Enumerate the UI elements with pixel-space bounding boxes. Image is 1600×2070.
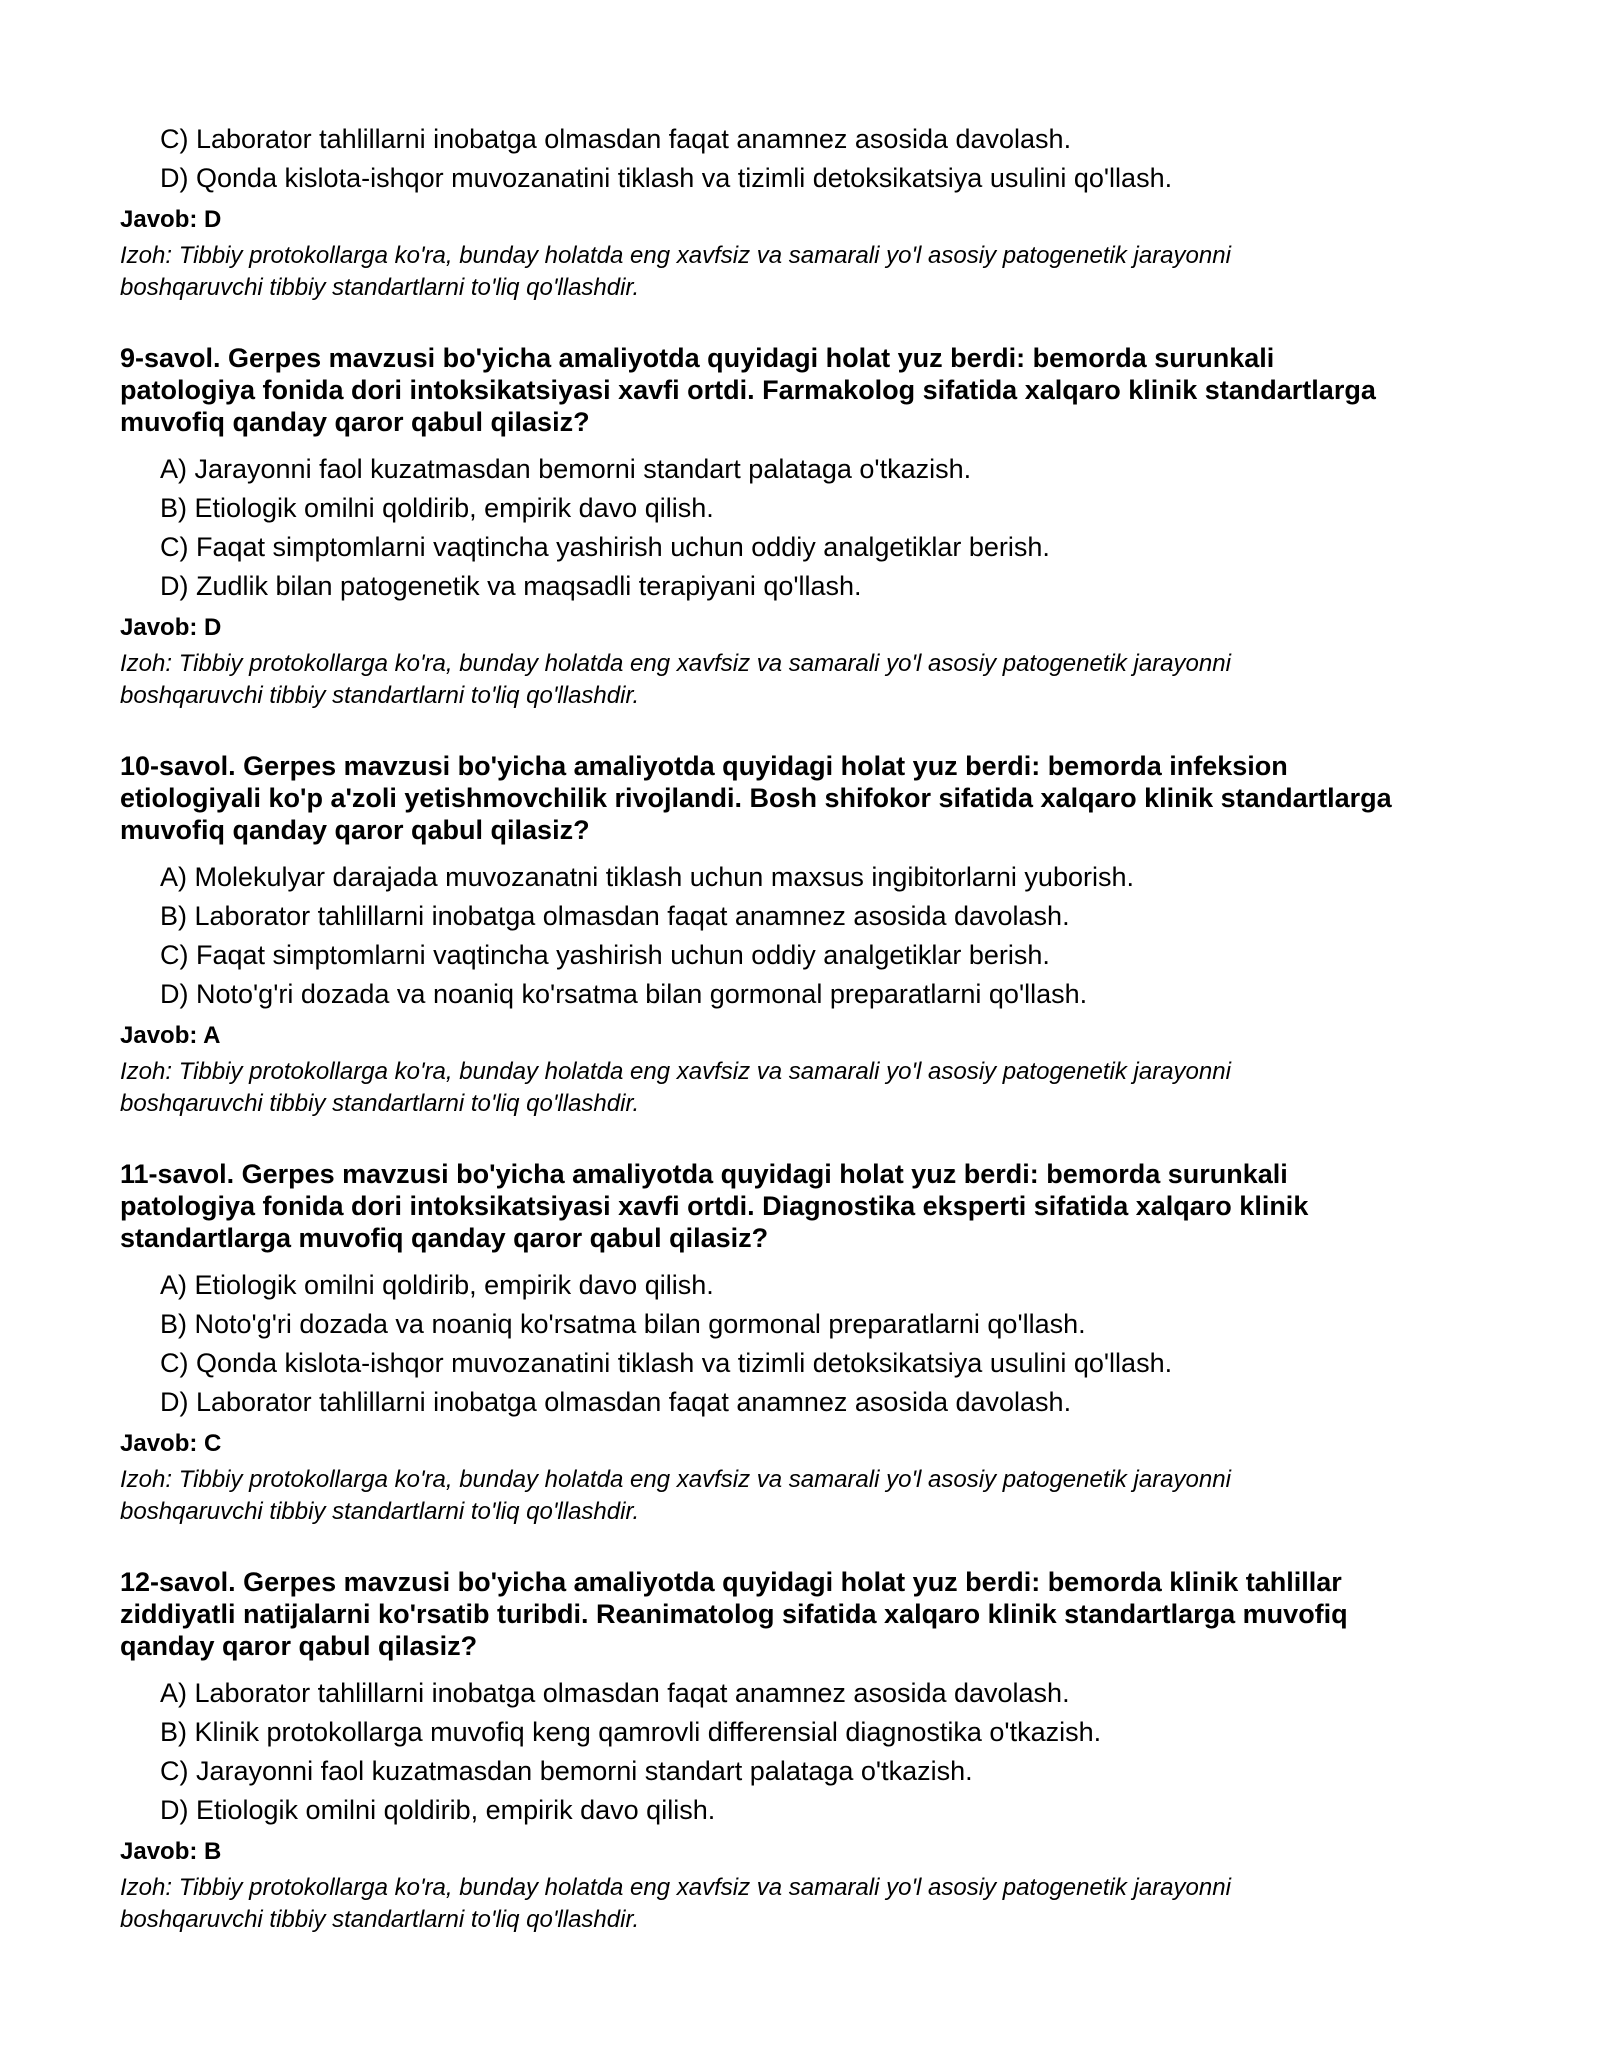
option-c: C) Jarayonni faol kuzatmasdan bemorni standart palataga o'tkazish. bbox=[160, 1756, 973, 1786]
question-11 bbox=[120, 1158, 1500, 1528]
option-c: C) Faqat simptomlarni vaqtincha yashirish uchun oddiy analgetiklar berish. bbox=[160, 532, 1050, 562]
question-title-line: 9-savol. Gerpes mavzusi bo'yicha amaliyotda quyidagi holat yuz berdi: bemorda surunkali bbox=[120, 343, 1275, 373]
explanation-line: boshqaruvchi tibbiy standartlarni to'liq qo'llashdir. bbox=[120, 1498, 640, 1525]
explanation-note bbox=[120, 1464, 1500, 1528]
explanation-line: boshqaruvchi tibbiy standartlarni to'liq qo'llashdir. bbox=[120, 1090, 640, 1117]
question-title-line: muvofiq qanday qaror qabul qilasiz? bbox=[120, 815, 590, 845]
explanation-note bbox=[120, 1056, 1500, 1120]
answer-options bbox=[120, 1674, 1500, 1830]
option-a: A) Etiologik omilni qoldirib, empirik davo qilish. bbox=[160, 1270, 714, 1300]
question-title bbox=[120, 1566, 1500, 1662]
question-title-line: muvofiq qanday qaror qabul qilasiz? bbox=[120, 407, 590, 437]
explanation-line: boshqaruvchi tibbiy standartlarni to'liq qo'llashdir. bbox=[120, 682, 640, 709]
question-title-line: patologiya fonida dori intoksikatsiyasi xavfi ortdi. Farmakolog sifatida xalqaro klinik standartlarga bbox=[120, 375, 1376, 405]
correct-answer: Javob: D bbox=[120, 614, 222, 641]
question-8-continuation bbox=[120, 120, 1500, 304]
option-a: A) Molekulyar darajada muvozanatni tiklash uchun maxsus ingibitorlarni yuborish. bbox=[160, 862, 1134, 892]
option-c: C) Faqat simptomlarni vaqtincha yashirish uchun oddiy analgetiklar berish. bbox=[160, 940, 1050, 970]
question-10 bbox=[120, 750, 1500, 1120]
explanation-line: Izoh: Tibbiy protokollarga ko'ra, bunday holatda eng xavfsiz va samarali yo'l asosiy patogenetik jarayonni bbox=[120, 242, 1231, 269]
option-b: B) Noto'g'ri dozada va noaniq ko'rsatma bilan gormonal preparatlarni qo'llash. bbox=[160, 1309, 1086, 1339]
correct-answer: Javob: D bbox=[120, 206, 222, 233]
explanation-line: Izoh: Tibbiy protokollarga ko'ra, bunday holatda eng xavfsiz va samarali yo'l asosiy patogenetik jarayonni bbox=[120, 1466, 1231, 1493]
answer-options bbox=[120, 1266, 1500, 1422]
explanation-line: Izoh: Tibbiy protokollarga ko'ra, bunday holatda eng xavfsiz va samarali yo'l asosiy patogenetik jarayonni bbox=[120, 650, 1231, 677]
option-b: B) Etiologik omilni qoldirib, empirik davo qilish. bbox=[160, 493, 714, 523]
question-title-line: 12-savol. Gerpes mavzusi bo'yicha amaliyotda quyidagi holat yuz berdi: bemorda klinik tahlillar bbox=[120, 1567, 1342, 1597]
document-page bbox=[120, 120, 1500, 1936]
correct-answer: Javob: A bbox=[120, 1022, 221, 1049]
explanation-line: Izoh: Tibbiy protokollarga ko'ra, bunday holatda eng xavfsiz va samarali yo'l asosiy patogenetik jarayonni bbox=[120, 1058, 1231, 1085]
question-title-line: ziddiyatli natijalarni ko'rsatib turibdi. Reanimatolog sifatida xalqaro klinik standartlarga muvofiq bbox=[120, 1599, 1348, 1629]
option-d: D) Laborator tahlillarni inobatga olmasdan faqat anamnez asosida davolash. bbox=[160, 1387, 1072, 1417]
explanation-note bbox=[120, 240, 1500, 304]
question-9 bbox=[120, 342, 1500, 712]
question-title-line: etiologiyali ko'p a'zoli yetishmovchilik rivojlandi. Bosh shifokor sifatida xalqaro klinik standartlarga bbox=[120, 783, 1392, 813]
explanation-line: boshqaruvchi tibbiy standartlarni to'liq qo'llashdir. bbox=[120, 274, 640, 301]
explanation-line: boshqaruvchi tibbiy standartlarni to'liq qo'llashdir. bbox=[120, 1906, 640, 1933]
question-title-line: 10-savol. Gerpes mavzusi bo'yicha amaliyotda quyidagi holat yuz berdi: bemorda infeksion bbox=[120, 751, 1288, 781]
option-c: C) Qonda kislota-ishqor muvozanatini tiklash va tizimli detoksikatsiya usulini qo'llash. bbox=[160, 1348, 1173, 1378]
correct-answer: Javob: C bbox=[120, 1430, 222, 1457]
explanation-note bbox=[120, 1872, 1500, 1936]
option-a: A) Jarayonni faol kuzatmasdan bemorni standart palataga o'tkazish. bbox=[160, 454, 972, 484]
option-d: D) Zudlik bilan patogenetik va maqsadli terapiyani qo'llash. bbox=[160, 571, 862, 601]
option-a: A) Laborator tahlillarni inobatga olmasdan faqat anamnez asosida davolash. bbox=[160, 1678, 1070, 1708]
answer-options bbox=[120, 858, 1500, 1014]
question-title-line: patologiya fonida dori intoksikatsiyasi xavfi ortdi. Diagnostika eksperti sifatida xalqaro klinik bbox=[120, 1191, 1309, 1221]
option-b: B) Klinik protokollarga muvofiq keng qamrovli differensial diagnostika o'tkazish. bbox=[160, 1717, 1102, 1747]
question-title-line: standartlarga muvofiq qanday qaror qabul qilasiz? bbox=[120, 1223, 769, 1253]
question-12 bbox=[120, 1566, 1500, 1936]
option-d: D) Qonda kislota-ishqor muvozanatini tiklash va tizimli detoksikatsiya usulini qo'llash. bbox=[160, 163, 1173, 193]
question-title bbox=[120, 1158, 1500, 1254]
option-d: D) Etiologik omilni qoldirib, empirik davo qilish. bbox=[160, 1795, 716, 1825]
explanation-note bbox=[120, 648, 1500, 712]
option-b: B) Laborator tahlillarni inobatga olmasdan faqat anamnez asosida davolash. bbox=[160, 901, 1070, 931]
question-title-line: qanday qaror qabul qilasiz? bbox=[120, 1631, 478, 1661]
question-title-line: 11-savol. Gerpes mavzusi bo'yicha amaliyotda quyidagi holat yuz berdi: bemorda surunkali bbox=[120, 1159, 1288, 1189]
answer-options bbox=[120, 450, 1500, 606]
explanation-line: Izoh: Tibbiy protokollarga ko'ra, bunday holatda eng xavfsiz va samarali yo'l asosiy patogenetik jarayonni bbox=[120, 1874, 1231, 1901]
question-title bbox=[120, 750, 1500, 846]
option-c: C) Laborator tahlillarni inobatga olmasdan faqat anamnez asosida davolash. bbox=[160, 124, 1072, 154]
answer-options bbox=[120, 120, 1500, 198]
correct-answer: Javob: B bbox=[120, 1838, 222, 1865]
option-d: D) Noto'g'ri dozada va noaniq ko'rsatma bilan gormonal preparatlarni qo'llash. bbox=[160, 979, 1088, 1009]
question-title bbox=[120, 342, 1500, 438]
